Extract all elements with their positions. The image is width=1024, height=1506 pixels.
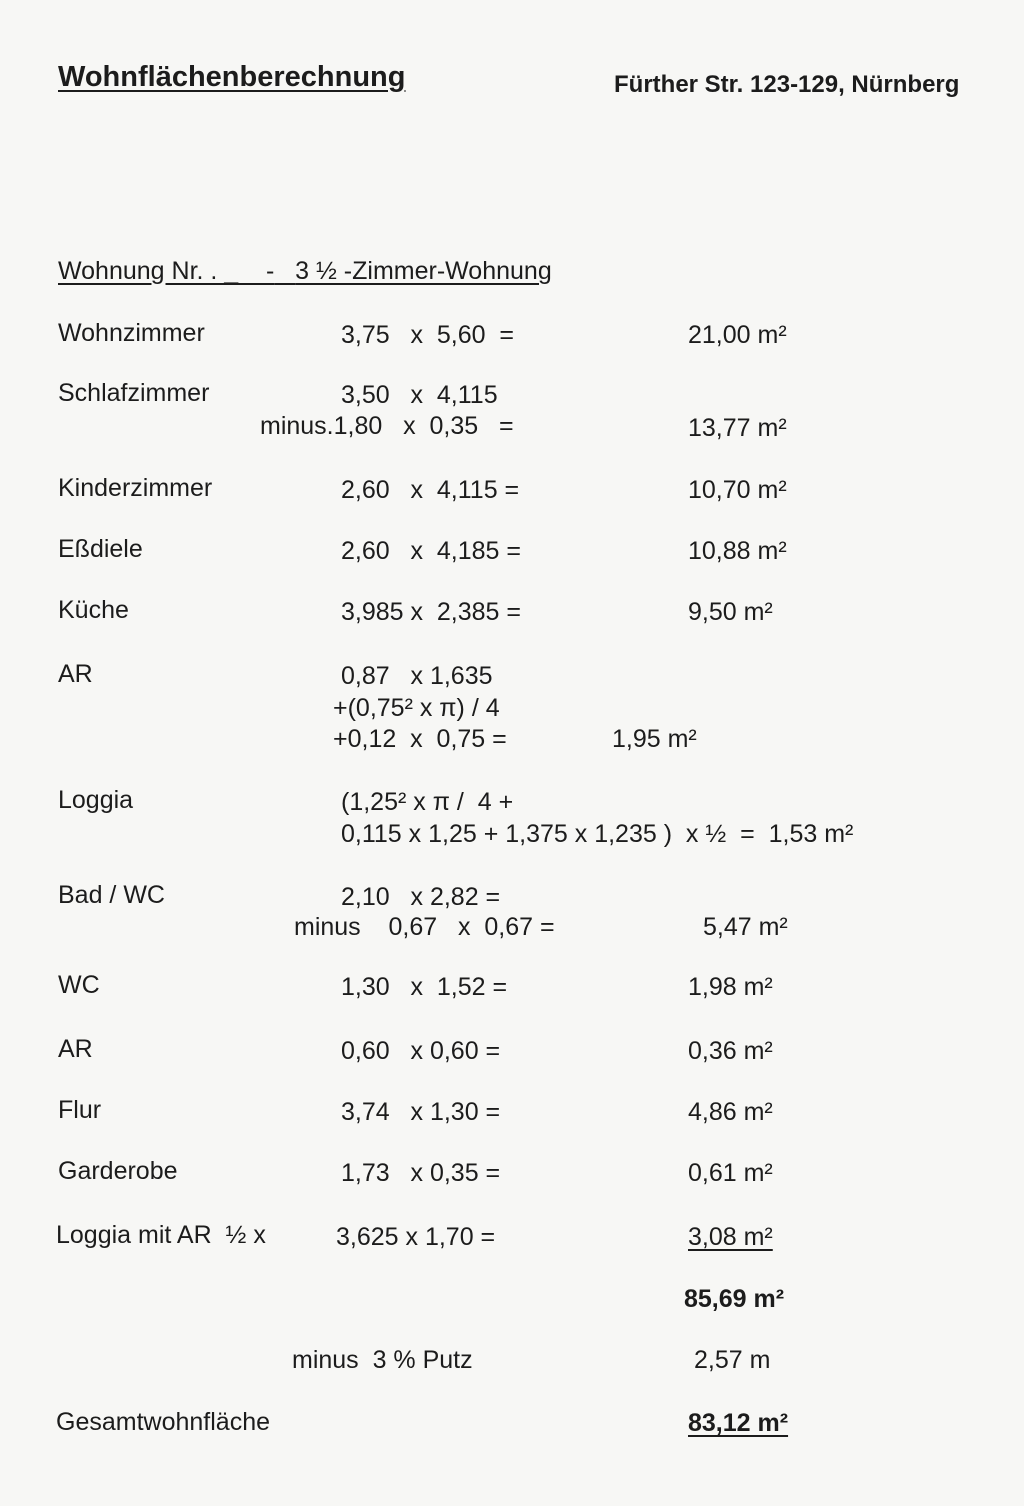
- area-value: 13,77 m²: [688, 414, 787, 442]
- calculation-line: +0,12 x 0,75 =: [333, 725, 507, 753]
- calculation-line: 0,115 x 1,25 + 1,375 x 1,235 ) x ½ = 1,53 m²: [341, 820, 854, 848]
- calculation-line: 2,10 x 2,82 =: [341, 883, 501, 911]
- total-label: Gesamtwohnfläche: [56, 1408, 271, 1436]
- room-name: Garderobe: [58, 1157, 178, 1185]
- room-name: AR: [58, 660, 93, 688]
- area-value: 10,88 m²: [688, 537, 787, 565]
- area-value: 5,47 m²: [703, 913, 788, 941]
- room-name: AR: [58, 1035, 93, 1063]
- calculation-line: 3,985 x 2,385 =: [341, 598, 522, 626]
- total-value: 83,12 m²: [688, 1409, 789, 1437]
- area-value: 3,08 m²: [688, 1223, 773, 1251]
- area-value: 0,61 m²: [688, 1159, 773, 1187]
- calculation-line: 3,74 x 1,30 =: [341, 1098, 501, 1126]
- calculation-line: 0,60 x 0,60 =: [341, 1037, 501, 1065]
- calculation-line: 3,50 x 4,115: [341, 381, 498, 409]
- area-value: 9,50 m²: [688, 598, 773, 626]
- room-name: Bad / WC: [58, 881, 165, 909]
- calculation-line: minus.1,80 x 0,35 =: [260, 412, 514, 440]
- room-name: Schlafzimmer: [58, 379, 210, 407]
- calculation-line: 1,73 x 0,35 =: [341, 1159, 501, 1187]
- deduction-value: 2,57 m: [694, 1346, 771, 1374]
- area-value: 1,95 m²: [612, 725, 697, 753]
- deduction-label: minus 3 % Putz: [292, 1346, 473, 1374]
- area-value: 4,86 m²: [688, 1098, 773, 1126]
- room-name: Loggia mit AR ½ x: [56, 1221, 266, 1249]
- subtotal-value: 85,69 m²: [684, 1285, 785, 1313]
- calculation-line: 2,60 x 4,115 =: [341, 476, 520, 504]
- room-name: Kinderzimmer: [58, 474, 213, 502]
- calculation-line: 2,60 x 4,185 =: [341, 537, 521, 565]
- calculation-line: 3,625 x 1,70 =: [336, 1223, 496, 1251]
- area-value: 0,36 m²: [688, 1037, 773, 1065]
- address: Fürther Str. 123-129, Nürnberg: [614, 71, 960, 98]
- area-value: 21,00 m²: [688, 321, 787, 349]
- room-name: Wohnzimmer: [58, 319, 205, 347]
- room-name: Loggia: [58, 786, 134, 814]
- room-name: Eßdiele: [58, 535, 143, 563]
- calculation-line: 0,87 x 1,635: [341, 662, 493, 690]
- apartment-label: Wohnung Nr. . _ - 3 ½ -Zimmer-Wohnung: [58, 257, 552, 285]
- calculation-line: 1,30 x 1,52 =: [341, 973, 508, 1001]
- calculation-line: minus 0,67 x 0,67 =: [294, 913, 555, 941]
- room-name: Küche: [58, 596, 129, 624]
- calculation-line: (1,25² x π / 4 +: [341, 788, 514, 816]
- document-title: Wohnflächenberechnung: [58, 61, 406, 93]
- calculation-line: 3,75 x 5,60 =: [341, 321, 515, 349]
- area-value: 10,70 m²: [688, 476, 787, 504]
- calculation-line: +(0,75² x π) / 4: [333, 694, 500, 722]
- room-name: Flur: [58, 1096, 102, 1124]
- room-name: WC: [58, 971, 100, 999]
- area-value: 1,98 m²: [688, 973, 773, 1001]
